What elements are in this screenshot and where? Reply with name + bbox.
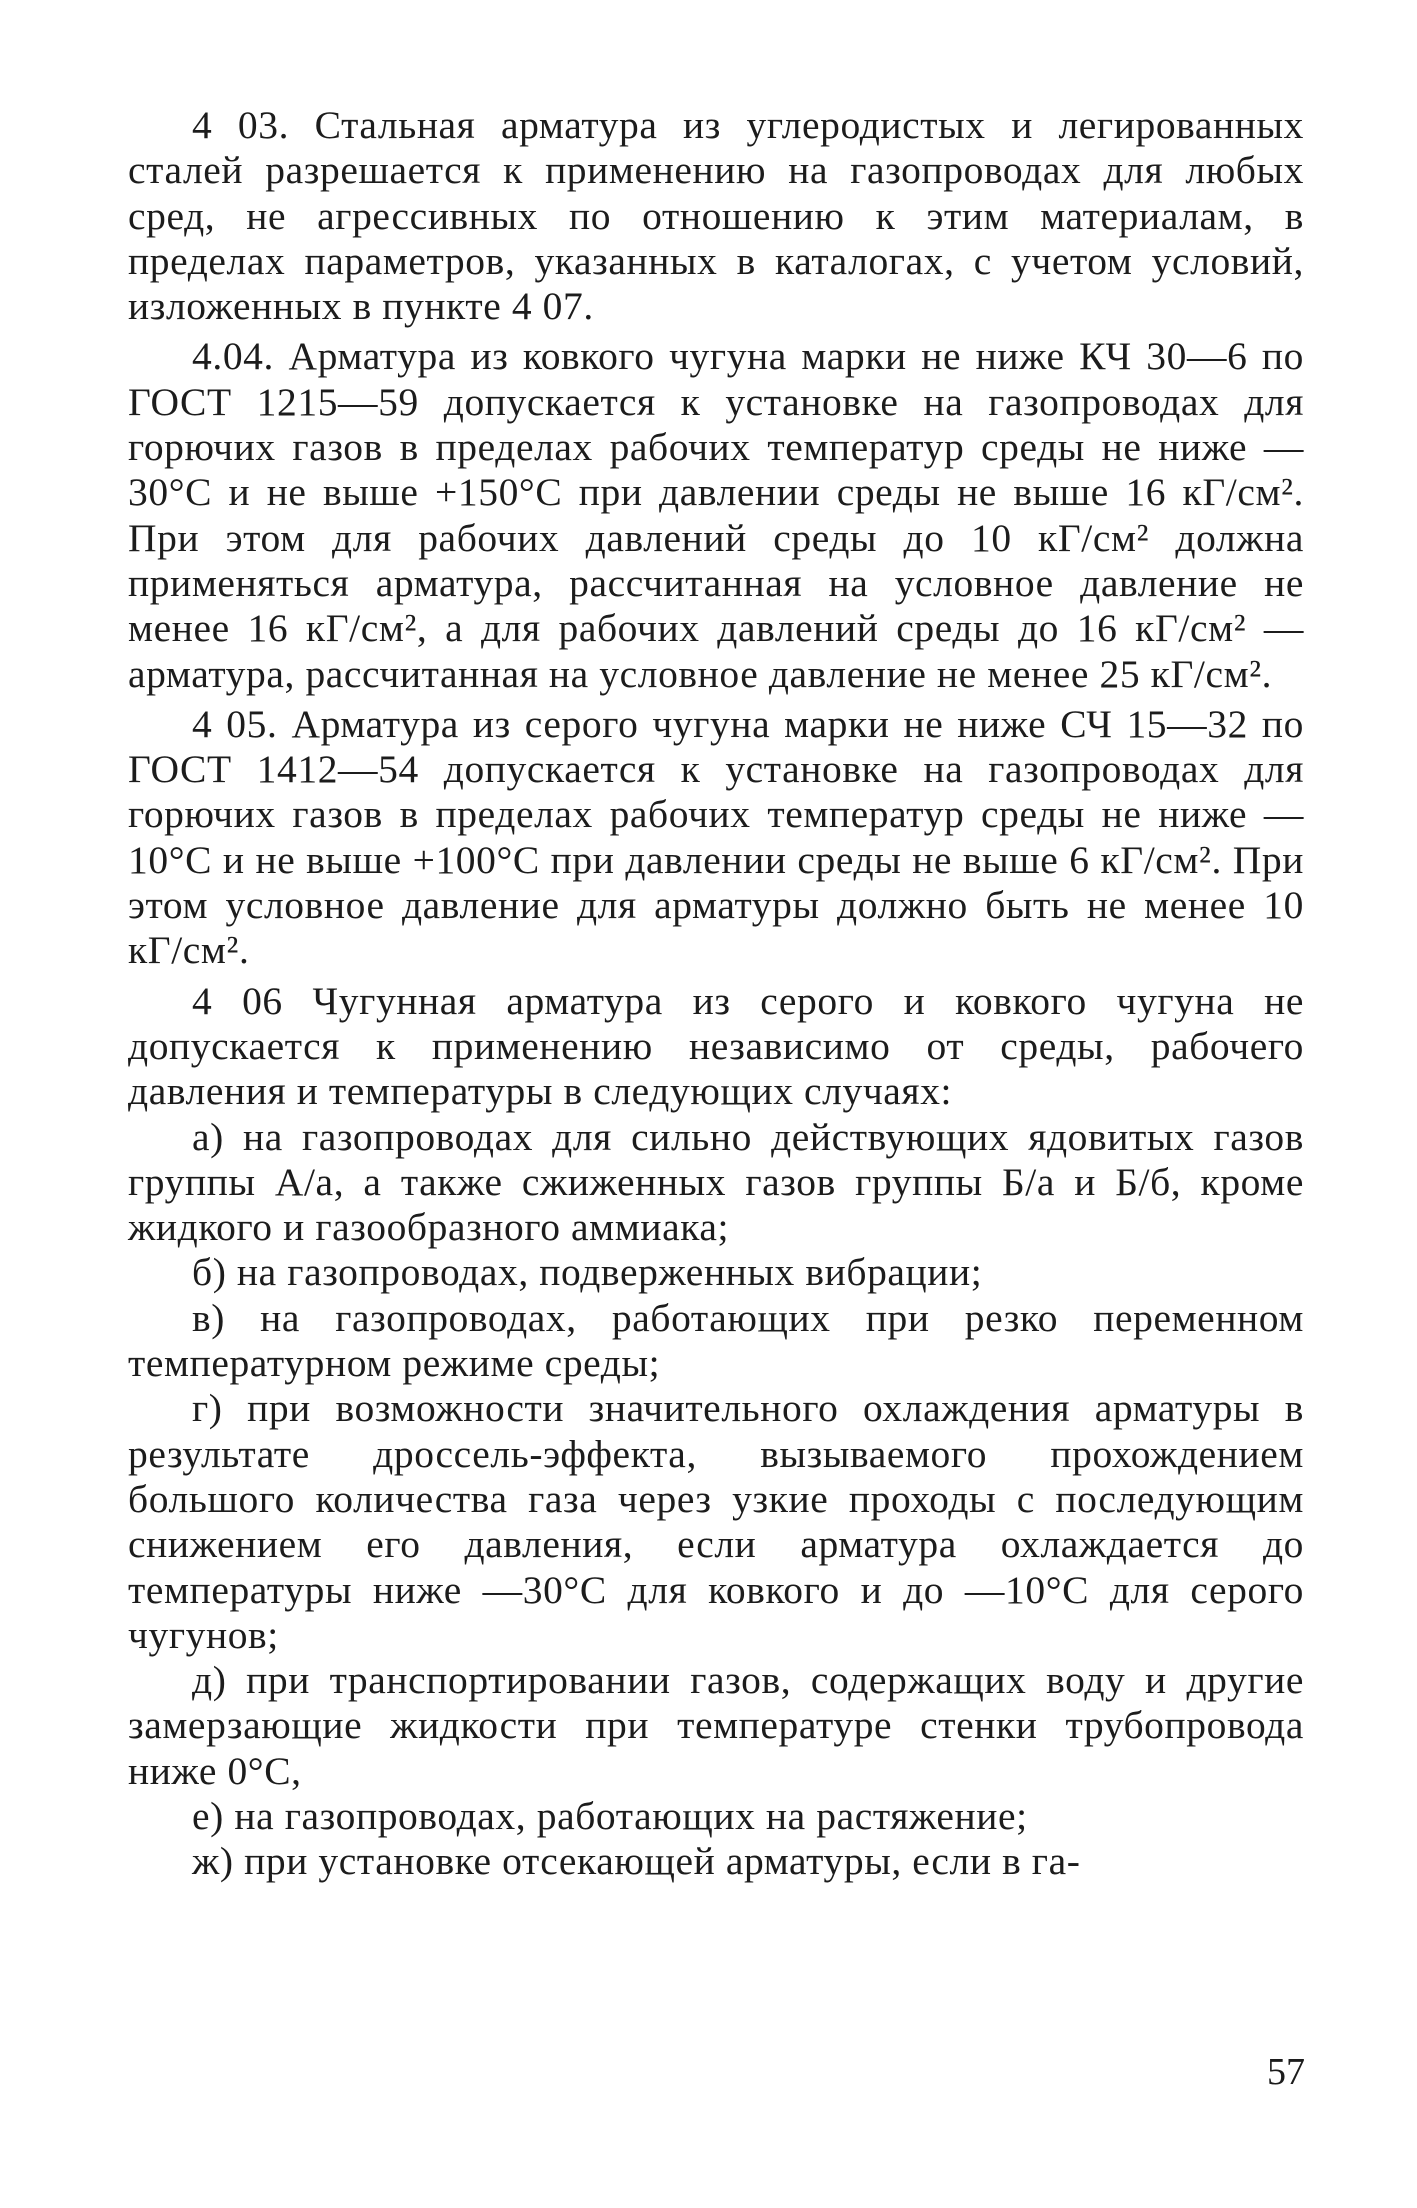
main-text — [128, 103, 1304, 1885]
page-body — [128, 103, 1304, 1885]
list-item-a: а) на газопроводах для сильно действующих ядовитых газов группы А/а, а также сжиженных газов группы Б/а и Б/б, кроме жидкого и газообразного аммиака; — [128, 1114, 1304, 1250]
paragraph-4-06: 4 06 Чугунная арматура из серого и ковкого чугуна не допускается к применению независимо от среды, рабочего давления и температуры в следующих случаях: — [128, 978, 1304, 1114]
paragraph-4-05: 4 05. Арматура из серого чугуна марки не ниже СЧ 15—32 по ГОСТ 1412—54 допускается к установке на газопроводах для горючих газов в пределах рабочих температур среды не ниже —10°С и не выше +100°С при давлении среды не выше 6 кГ/см². При этом условное давление для арматуры должно быть не менее 10 кГ/см². — [128, 701, 1304, 973]
paragraph-4-03: 4 03. Стальная арматура из углеродистых и легированных сталей разрешается к применению на газопроводах для любых сред, не агрессивных по отношению к этим материалам, в пределах параметров, указанных в каталогах, с учетом условий, изложенных в пункте 4 07. — [128, 103, 1304, 329]
list-item-b: б) на газопроводах, подверженных вибрации; — [192, 1250, 983, 1295]
list-item-d: д) при транспортировании газов, содержащих воду и другие замерзающие жидкости при температуре стенки трубопровода ниже 0°С, — [128, 1658, 1304, 1793]
list-item-zh: ж) при установке отсекающей арматуры, если в га- — [192, 1839, 1081, 1884]
paragraph-4-04: 4.04. Арматура из ковкого чугуна марки не ниже КЧ 30—6 по ГОСТ 1215—59 допускается к установке на газопроводах для горючих газов в пределах рабочих температур среды не ниже —30°С и не выше +150°С при давлении среды не выше 16 кГ/см². При этом для рабочих давлений среды до 10 кГ/см² должна применяться арматура, рассчитанная на условное давление не менее 16 кГ/см², а для рабочих давлений среды до 16 кГ/см² — арматура, рассчитанная на условное давление не менее 25 кГ/см². — [128, 334, 1304, 696]
list-item-g: г) при возможности значительного охлаждения арматуры в результате дроссель-эффекта, вызываемого прохождением большого количества газа через узкие проходы с последующим снижением его давления, если арматура охлаждается до температуры ниже —30°С для ковкого и до —10°С для серого чугунов; — [128, 1386, 1304, 1657]
page-number: 57 — [1267, 2051, 1305, 2093]
list-item-e: е) на газопроводах, работающих на растяжение; — [192, 1793, 1028, 1838]
list-item-v: в) на газопроводах, работающих при резко переменном температурном режиме среды; — [128, 1295, 1304, 1386]
